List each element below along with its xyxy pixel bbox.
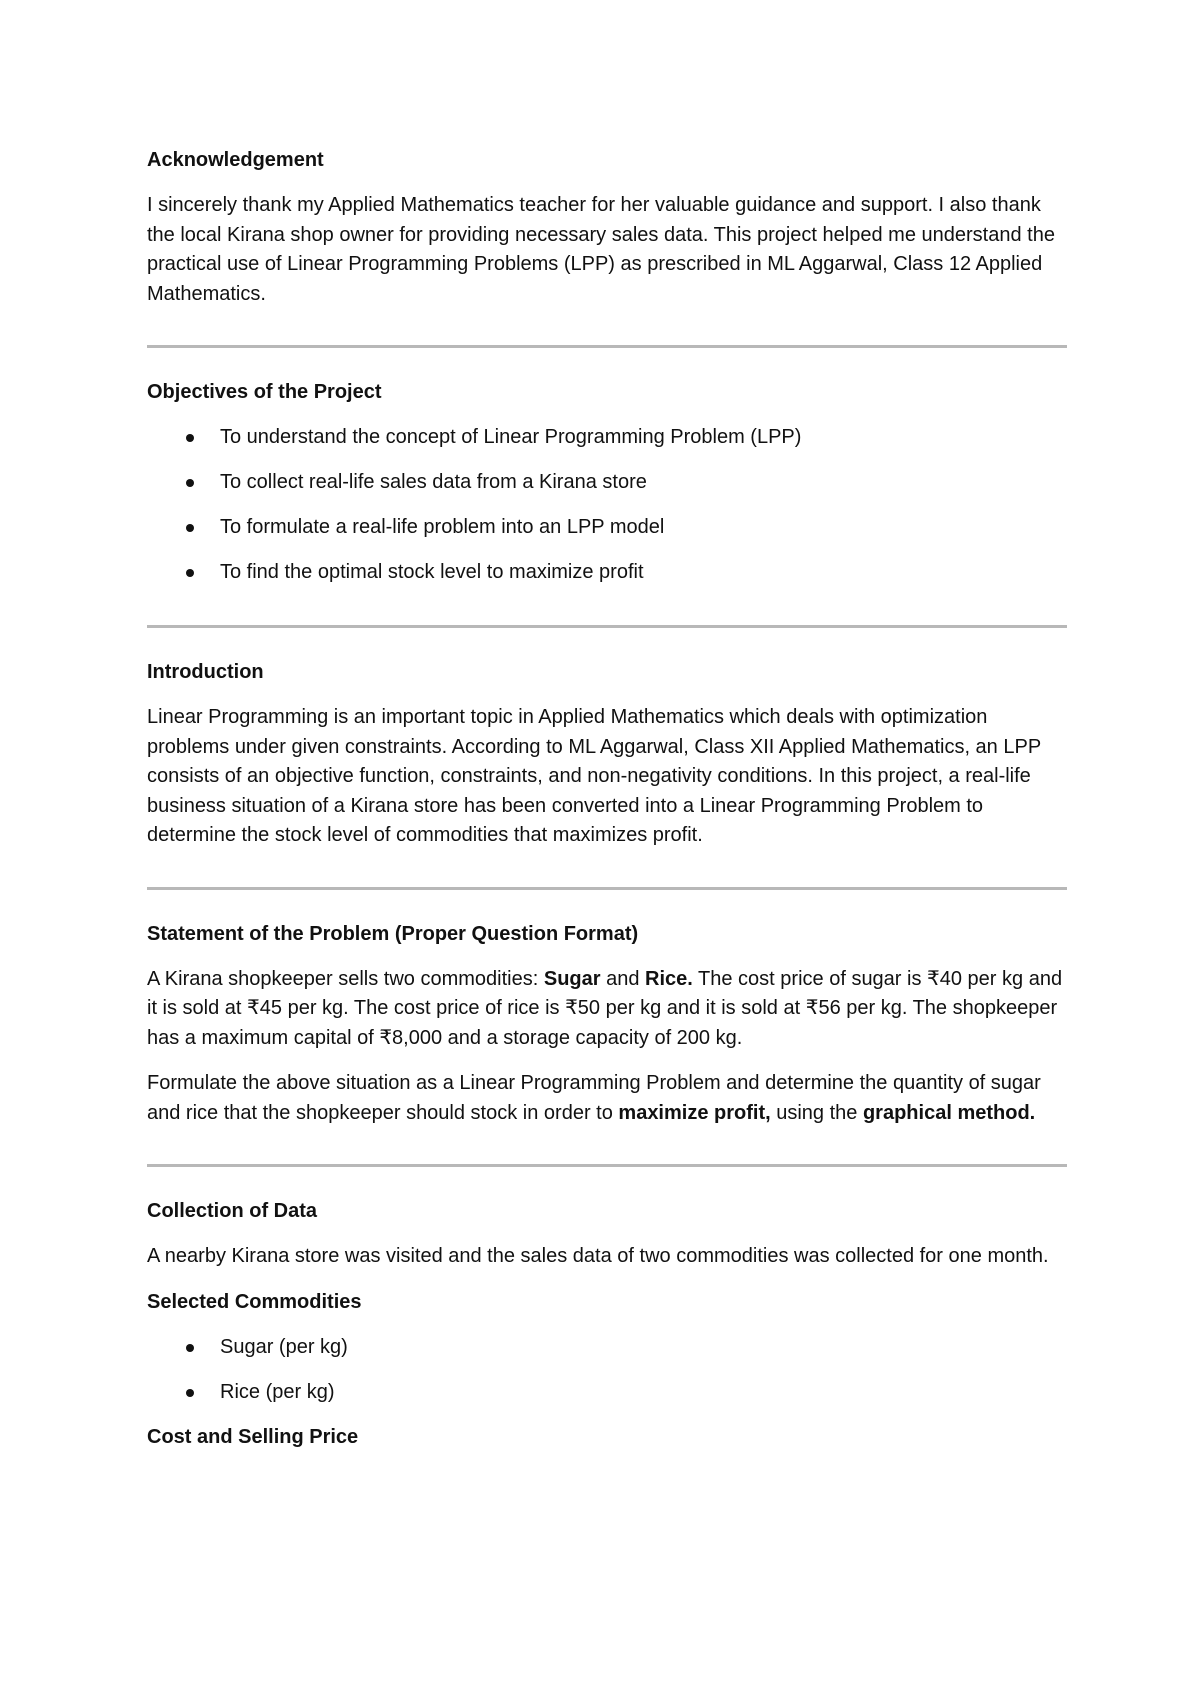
- statement-bold-rice: Rice.: [645, 967, 693, 990]
- acknowledgement-text: I sincerely thank my Applied Mathematics teacher for her valuable guidance and support. I also thank the local Kirana shop owner for providing necessary sales data. This project helped me understand the practical use of Linear Programming Problems (LPP) as prescribed in ML Aggarwal, Class 12 Applied Mathematics.: [147, 194, 1055, 305]
- list-item: [147, 513, 1067, 542]
- list-item-text: To understand the concept of Linear Programming Problem (LPP): [220, 426, 802, 448]
- section-divider: [147, 345, 1067, 348]
- bullet-icon: [186, 1344, 194, 1352]
- statement-heading: Statement of the Problem (Proper Question Format): [147, 922, 639, 945]
- collection-heading: Collection of Data: [147, 1200, 318, 1222]
- introduction-text: Linear Programming is an important topic in Applied Mathematics which deals with optimization problems under given constraints. According to ML Aggarwal, Class XII Applied Mathematics, an LPP consists of an objective function, constraints, and non-negativity conditions. In this project, a real-life business situation of a Kirana store has been converted into a Linear Programming Problem to determine the stock level of commodities that maximizes profit.: [147, 706, 1041, 846]
- list-item-text: To formulate a real-life problem into an LPP model: [220, 516, 665, 538]
- list-item-text: Rice (per kg): [220, 1380, 335, 1403]
- bullet-icon: [186, 524, 194, 532]
- statement-bold-method: graphical method.: [862, 1101, 1036, 1124]
- section-divider: [147, 625, 1067, 628]
- list-item: [147, 423, 1067, 452]
- bullet-icon: [186, 479, 194, 487]
- list-item: [147, 1378, 1067, 1407]
- section-divider: [147, 1164, 1067, 1167]
- list-item: [147, 558, 1067, 587]
- list-item-text: Sugar (per kg): [220, 1335, 348, 1358]
- bullet-icon: [186, 569, 194, 577]
- introduction-heading: Introduction: [147, 661, 264, 683]
- statement-text: using the: [770, 1101, 863, 1124]
- commodities-list: [147, 1333, 1067, 1407]
- objectives-heading: Objectives of the Project: [147, 381, 382, 403]
- document-content: [147, 146, 1067, 1468]
- objectives-list: [147, 423, 1067, 587]
- statement-text: A Kirana shopkeeper sells two commodities:: [147, 967, 544, 990]
- statement-paragraph-1: [147, 965, 1067, 1054]
- bullet-icon: [186, 1389, 194, 1397]
- cost-heading: Cost and Selling Price: [147, 1425, 359, 1448]
- list-item-text: To find the optimal stock level to maximize profit: [220, 561, 644, 583]
- statement-bold-sugar: Sugar: [543, 967, 601, 990]
- list-item-text: To collect real-life sales data from a Kirana store: [220, 471, 647, 493]
- statement-text: The cost price of sugar is ₹40 per kg and it is sold at ₹45 per kg. The cost price of rice is ₹50 per kg and it is sold at ₹56 per kg. The shopkeeper has a maximum capital of ₹8,000 and a storage capacity of 200 kg.: [147, 967, 1063, 1049]
- list-item: [147, 468, 1067, 497]
- statement-bold-maximize: maximize profit,: [618, 1101, 771, 1124]
- bullet-icon: [186, 434, 194, 442]
- section-divider: [147, 887, 1067, 890]
- acknowledgement-heading: Acknowledgement: [147, 149, 324, 171]
- collection-text: A nearby Kirana store was visited and the sales data of two commodities was collected for one month.: [147, 1245, 1049, 1267]
- statement-text: and: [600, 967, 646, 990]
- commodities-heading: Selected Commodities: [147, 1290, 362, 1313]
- statement-paragraph-2: [147, 1069, 1067, 1128]
- statement-text: Formulate the above situation as a Linear Programming Problem and determine the quantity of sugar and rice that the shopkeeper should stock in order to: [147, 1072, 1041, 1124]
- list-item: [147, 1333, 1067, 1362]
